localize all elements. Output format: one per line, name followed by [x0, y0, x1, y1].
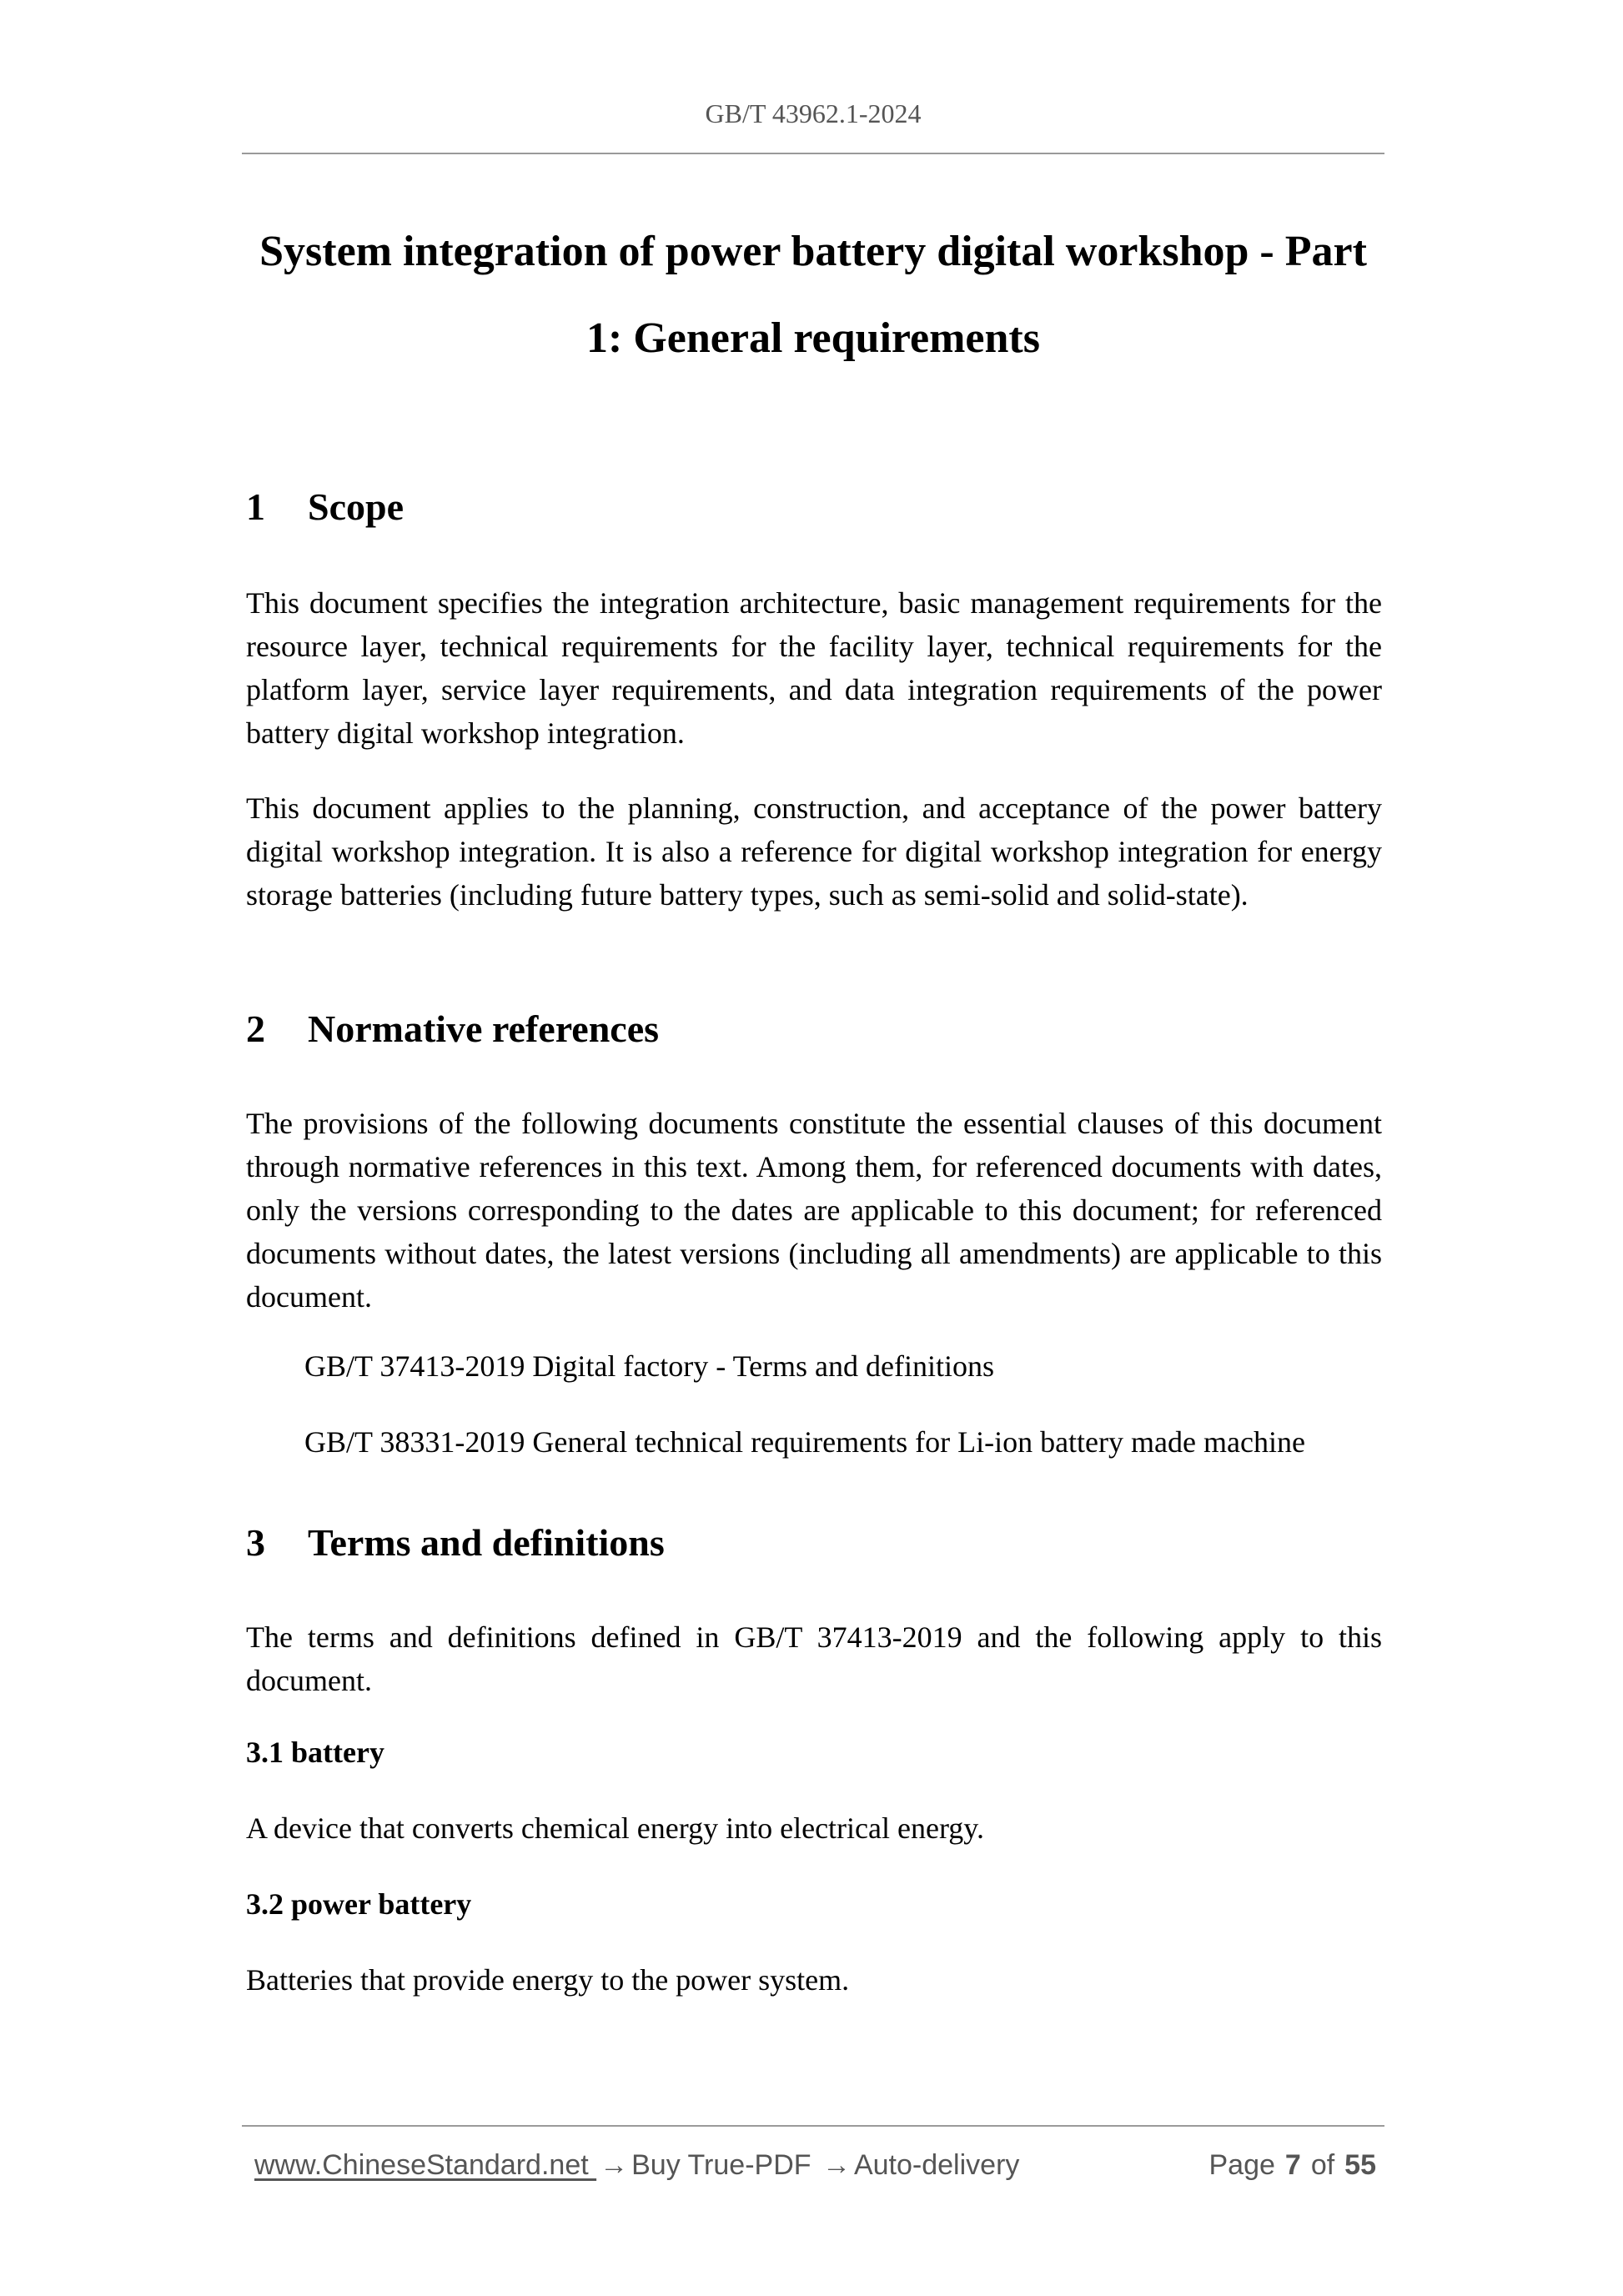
- page-indicator: [1208, 2142, 1376, 2188]
- arrow-right-icon: →: [600, 2149, 629, 2181]
- page-label: Page: [1208, 2149, 1275, 2181]
- document-title-line-1: System integration of power battery digital workshop - Part: [259, 228, 1367, 275]
- footer-promo: [254, 2142, 1019, 2188]
- auto-delivery-text: Auto-delivery: [853, 2149, 1020, 2181]
- scope-paragraph-2: This document applies to the planning, construction, and acceptance of the power battery digital workshop integration. It is also a reference for digital workshop integration for energy storage batteries (including future battery types, such as semi-solid and solid-state).: [246, 791, 1382, 912]
- terms-intro-paragraph: The terms and definitions defined in GB/T 37413-2019 and the following apply to this document.: [246, 1620, 1382, 1697]
- arrow-right-icon: →: [822, 2149, 851, 2181]
- of-label: of: [1310, 2149, 1335, 2181]
- page-header: [242, 93, 1384, 133]
- standard-code: GB/T 43962.1-2024: [705, 98, 922, 128]
- footer-divider: [242, 2125, 1384, 2127]
- section-number: 2: [246, 1007, 265, 1050]
- document-title: [242, 208, 1384, 382]
- chinese-standard-link[interactable]: www.ChineseStandard.net: [254, 2149, 597, 2181]
- section-heading-terms-and-definitions: [246, 1518, 1382, 1568]
- section-title: Normative references: [308, 1007, 660, 1050]
- term-heading-power-battery: 3.2 power battery: [246, 1887, 472, 1921]
- document-title-line-2: 1: General requirements: [586, 314, 1040, 362]
- current-page-number: 7: [1284, 2149, 1301, 2181]
- term-definition-power-battery: Batteries that provide energy to the power system.: [246, 1963, 850, 1997]
- section-title: Scope: [308, 485, 404, 528]
- buy-true-pdf-text: Buy True-PDF: [631, 2149, 812, 2181]
- header-divider: [242, 153, 1384, 154]
- reference-item: GB/T 38331-2019 General technical requirements for Li-ion battery made machine: [304, 1425, 1305, 1459]
- term-heading-battery: 3.1 battery: [246, 1736, 384, 1769]
- normative-references-paragraph: The provisions of the following documents constitute the essential clauses of this document through normative references in this text. Among them, for referenced documents with dates, only the versions corresponding to the dates are applicable to this document; for referenced documents without dates, the latest versions (including all amendments) are applicable to this document.: [246, 1107, 1382, 1314]
- section-number: 1: [246, 485, 265, 528]
- page-footer: [254, 2142, 1376, 2188]
- total-page-count: 55: [1344, 2149, 1376, 2181]
- section-title: Terms and definitions: [308, 1521, 665, 1564]
- reference-item: GB/T 37413-2019 Digital factory - Terms and definitions: [304, 1349, 995, 1383]
- section-heading-scope: [246, 482, 1382, 532]
- section-number: 3: [246, 1521, 265, 1564]
- section-heading-normative-references: [246, 1004, 1382, 1054]
- term-definition-battery: A device that converts chemical energy into electrical energy.: [246, 1811, 984, 1845]
- scope-paragraph-1: This document specifies the integration architecture, basic management requirements for the resource layer, technical requirements for the facility layer, technical requirements for the platform layer, service layer requirements, and data integration requirements of the power battery digital workshop integration.: [246, 586, 1382, 750]
